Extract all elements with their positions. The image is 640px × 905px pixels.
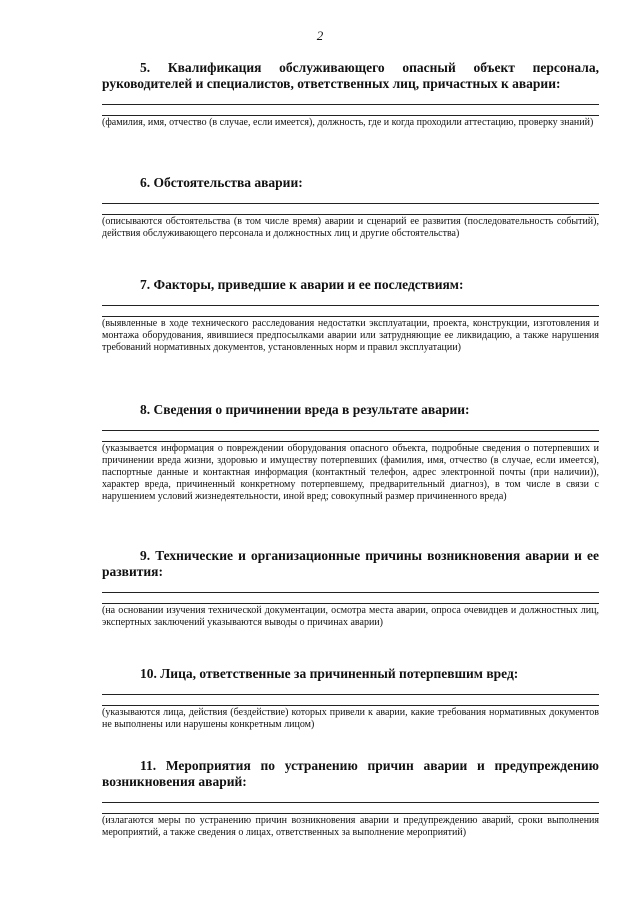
section-10 [102,666,599,731]
section-note: (на основании изучения технической документации, осмотра места аварии, опроса очевидцев и должностных лиц, экспертных заключений указываются выводы о причинах аварии) [102,605,599,628]
page-number: 2 [316,28,324,43]
fill-line [102,694,599,695]
fill-line [102,705,599,706]
fill-line [102,214,599,215]
fill-line [102,104,599,105]
section-note: (указываются лица, действия (бездействие) которых привели к аварии, какие требования нормативных документов не выполнены или нарушены конкретным лицом) [102,707,599,730]
section-heading: 11. Мероприятия по устранению причин аварии и предупреждению возникновения аварий: [102,758,599,789]
fill-line [102,305,599,306]
section-11 [102,758,599,839]
section-note: (описываются обстоятельства (в том числе время) аварии и сценарий ее развития (последовательность событий), действия обслуживающего персонала и должностных лиц и другие обстоятельства) [102,216,599,239]
fill-line [102,441,599,442]
section-heading: 6. Обстоятельства аварии: [140,175,303,190]
section-6 [102,175,599,240]
section-note: (фамилия, имя, отчество (в случае, если имеется), должность, где и когда проходили аттестацию, проверку знаний) [102,117,594,128]
fill-line [102,592,599,593]
section-5 [102,60,599,129]
section-heading: 7. Факторы, приведшие к аварии и ее последствиям: [140,277,464,292]
fill-line [102,115,599,116]
fill-line [102,603,599,604]
section-heading: 8. Сведения о причинении вреда в результате аварии: [140,402,470,417]
fill-line [102,430,599,431]
section-note: (указывается информация о повреждении оборудования опасного объекта, подробные сведения о потерпевших и причинении вреда жизни, здоровью и имуществу потерпевших (фамилия, имя, отчество (в случае, если имеется), паспортные данные и контактная информация (контактный телефон, адрес электронной почты (при наличии)), характер вреда, причиненный конкретному потерпевшему, предварительный диагноз), в том числе в связи с нарушением условий жизнедеятельности, иной вред; совокупный размер причиненного вреда) [102,443,599,502]
section-heading: 10. Лица, ответственные за причиненный потерпевшим вред: [140,666,519,681]
section-heading: 5. Квалификация обслуживающего опасный объект персонала, руководителей и специалистов, ответственных лиц, причастных к аварии: [102,60,599,91]
section-note: (выявленные в ходе технического расследования недостатки эксплуатации, проекта, конструкции, изготовления и монтажа оборудования, явившиеся предпосылками аварии или затрудняющие ее ликвидацию, а также нарушения требований нормативных документов, установленных норм и правил эксплуатации) [102,318,599,353]
section-note: (излагаются меры по устранению причин возникновения аварии и предупреждению аварий, сроки выполнения мероприятий, а также сведения о лицах, ответственных за выполнение мероприятий) [102,815,599,838]
fill-line [102,203,599,204]
fill-line [102,802,599,803]
fill-line [102,813,599,814]
section-7 [102,277,599,354]
section-heading: 9. Технические и организационные причины возникновения аварии и ее развития: [102,548,599,579]
fill-line [102,316,599,317]
section-9 [102,548,599,629]
section-8 [102,402,599,503]
